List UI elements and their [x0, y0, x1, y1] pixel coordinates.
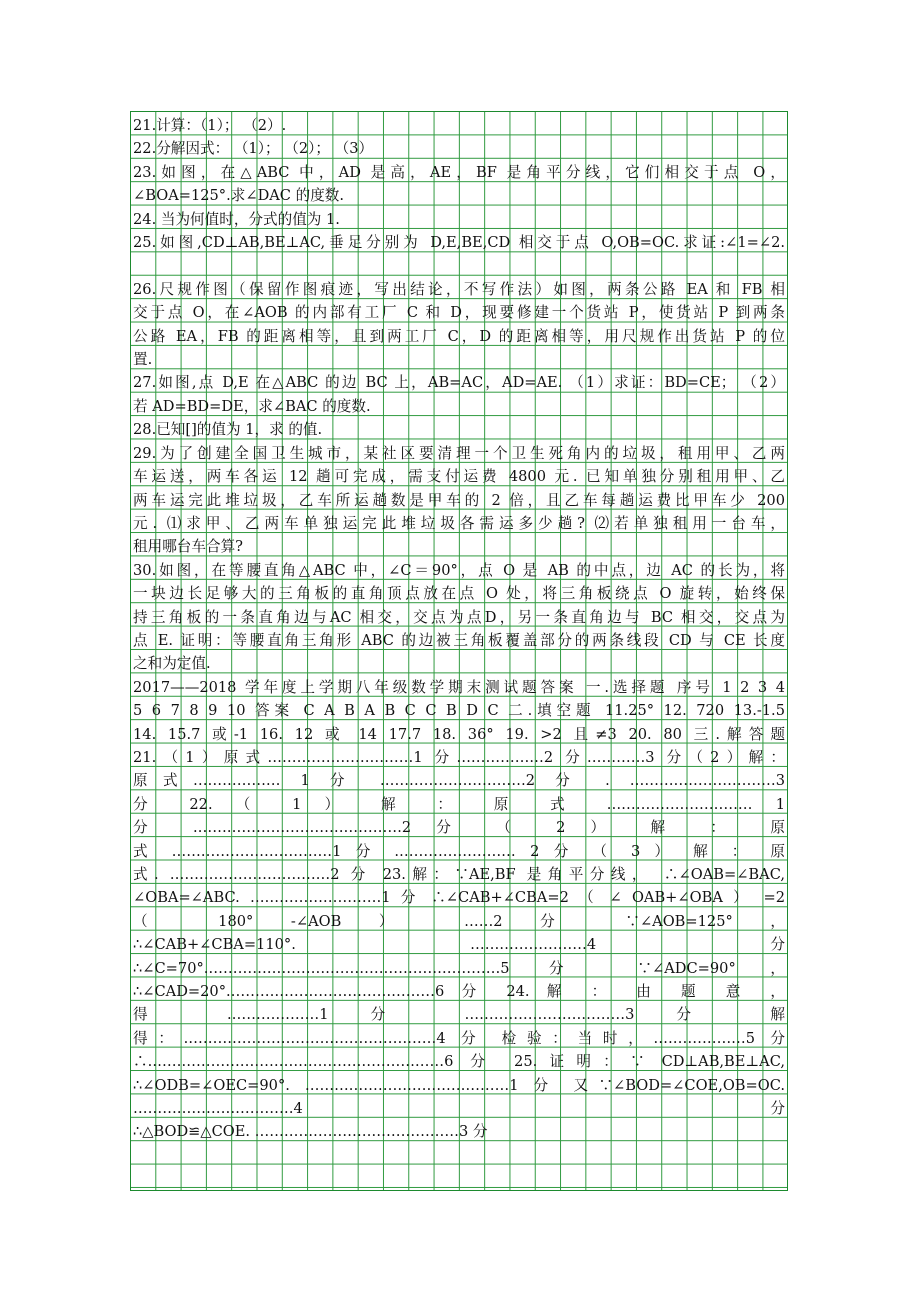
text-line: 元. ⑴求甲、乙两车单独运完此堆垃圾各需运多少趟? ⑵若单独租用一台车， — [133, 514, 785, 532]
paragraph — [133, 231, 785, 278]
text-line: ∴∠C=70°.……………………………………………………5 分 ∵∠ADC=90°， — [133, 959, 785, 977]
text-line: 公路 EA，FB 的距离相等，且到两工厂 C，D 的距离相等，用尺规作出货站 P 的位 — [133, 327, 785, 345]
paragraph — [133, 137, 785, 160]
paragraph — [133, 676, 785, 1144]
text-line: 23.如图，在△ABC 中，AD 是高，AE，BF 是角平分线，它们相交于点 O， — [133, 163, 785, 181]
paragraph — [133, 278, 785, 372]
paragraph — [133, 114, 785, 137]
text-line: ∠OBA=∠ABC. ………………………1 分 ∴∠CAB+∠CBA=2 （ ∠ OAB+∠OBA ） =2 — [133, 889, 785, 907]
paragraph — [133, 208, 785, 231]
text-line: 26.尺规作图（保留作图痕迹，写出结论，不写作法）如图，两条公路 EA 和 FB 相 — [133, 280, 785, 298]
text-line: 交于点 O，在∠AOB 的内部有工厂 C 和 D，现要修建一个货站 P，使货站 P 到两条 — [133, 304, 785, 322]
text-line: 一块边长足够大的三角板的直角顶点放在点 O 处，将三角板绕点 O 旋转，始终保 — [133, 585, 785, 603]
text-line: 22.分解因式： （1）； （2）； （3） — [133, 140, 374, 158]
text-line: 分 .……………………………………2 分 （ 2 ） 解 ： 原 — [133, 819, 785, 837]
text-line: 置. — [133, 351, 153, 369]
text-line: 28.已知[]的值为 1，求 的值. — [133, 421, 323, 439]
paragraph — [133, 559, 785, 676]
text-line: 5 6 7 8 9 10 答案 C A B A B C C B D C 二.填空题 11.25° 12. 720 13.-1.5 — [133, 702, 785, 720]
text-line: 若 AD=BD=DE，求∠BAC 的度数. — [133, 397, 371, 415]
text-line: 21.（1）原式…………………………1 分………………2 分…………3 分（2）解： — [133, 748, 785, 766]
text-line: 14. 15.7 或-1 16. 12 或 14 17.7 18. 36° 19. >2 且≠3 20. 80 三.解答题 — [133, 725, 785, 743]
text-line: 得：.……………………………………………4 分 检验：当时，.………………5 分 — [133, 1029, 785, 1047]
text-line: 25.如图,CD⊥AB,BE⊥AC,垂足分别为 D,E,BE,CD 相交于点 O,OB=OC.求证:∠1=∠2. — [133, 234, 785, 252]
text-line — [133, 254, 785, 277]
text-line: 式. ……………………………2 分 23.解：∵AE,BF 是角平分线， ∴∠OAB=∠BAC, — [133, 866, 785, 883]
text-line: 车运送，两车各运 12 趟可完成，需支付运费 4800 元. 已知单独分别租用甲、乙 — [133, 468, 785, 486]
paragraph — [133, 161, 785, 208]
text-line: 原式……………… 1 分 …………………………2 分 . …………………………3 — [133, 772, 785, 790]
text-line: 式 ……………………………1 分 .…………………… 2 分 （ 3 ） 解 ： 原 — [133, 842, 785, 860]
text-line: ∴.……………………………………………………6 分 25.证明：∵ CD⊥AB,BE⊥AC, — [133, 1053, 785, 1071]
text-line: ∴△BOD≌△COE. ……………………………………3 分 — [133, 1123, 488, 1141]
text-line: 30.如图，在等腰直角△ABC 中，∠C＝90°，点 O 是 AB 的中点，边 AC 的长为，将 — [133, 561, 785, 579]
text-line: （ 180° -∠AOB ） ……2 分 ∵∠AOB=125° ， — [133, 912, 785, 930]
grid-paper — [130, 111, 788, 1191]
paragraph — [133, 371, 785, 418]
text-line: ∴∠CAD=20°.……………………………………6 分 24. 解 ： 由 题 意 ， — [133, 983, 785, 1001]
text-line: 之和为定值. — [133, 655, 211, 673]
text-line: 点 E. 证明：等腰直角三角形 ABC 的边被三角板覆盖部分的两条线段 CD 与 CE 长度 — [133, 631, 785, 649]
text-line: 27.如图,点 D,E 在△ABC 的边 BC 上，AB=AC，AD=AE. （1）求证：BD=CE； （2） — [133, 374, 785, 392]
text-line: ……………………………4 分 — [133, 1100, 785, 1118]
paragraph — [133, 418, 785, 441]
text-line: 持三角板的一条直角边与AC 相交，交点为点D，另一条直角边与 BC 相交，交点为 — [133, 608, 785, 626]
text-line: 两车运完此堆垃圾，乙车所运趟数是甲车的 2 倍，且乙车每趟运费比甲车少 200 — [133, 491, 785, 509]
text-line: ∠BOA=125°.求∠DAC 的度数. — [133, 187, 345, 205]
text-line: ∴∠CAB+∠CBA=110°. ……………………4 分 — [133, 936, 785, 954]
document-body — [133, 114, 785, 1144]
paragraph — [133, 442, 785, 559]
text-line: 得 .………………1 分 ……………………………3 分 解 — [133, 1006, 785, 1024]
text-line: 21.计算：（1）； （2）. — [133, 117, 287, 134]
text-line: 24. 当为何值时，分式的值为 1. — [133, 210, 340, 228]
text-line: 租用哪台车合算? — [133, 538, 243, 556]
text-line: 分 22. （ 1 ） 解 ： 原 式 ………………………… 1 — [133, 795, 785, 813]
text-line: 2017——2018 学年度上学期八年级数学期末测试题答案 一.选择题 序号 1 2 3 4 — [133, 678, 785, 696]
text-line: ∴∠ODB=∠OEC=90°. ……………………………………1 分 又∵∠BOD=∠COE,OB=OC. — [133, 1076, 785, 1094]
text-line: 29.为了创建全国卫生城市，某社区要清理一个卫生死角内的垃圾，租用甲、乙两 — [133, 444, 785, 462]
